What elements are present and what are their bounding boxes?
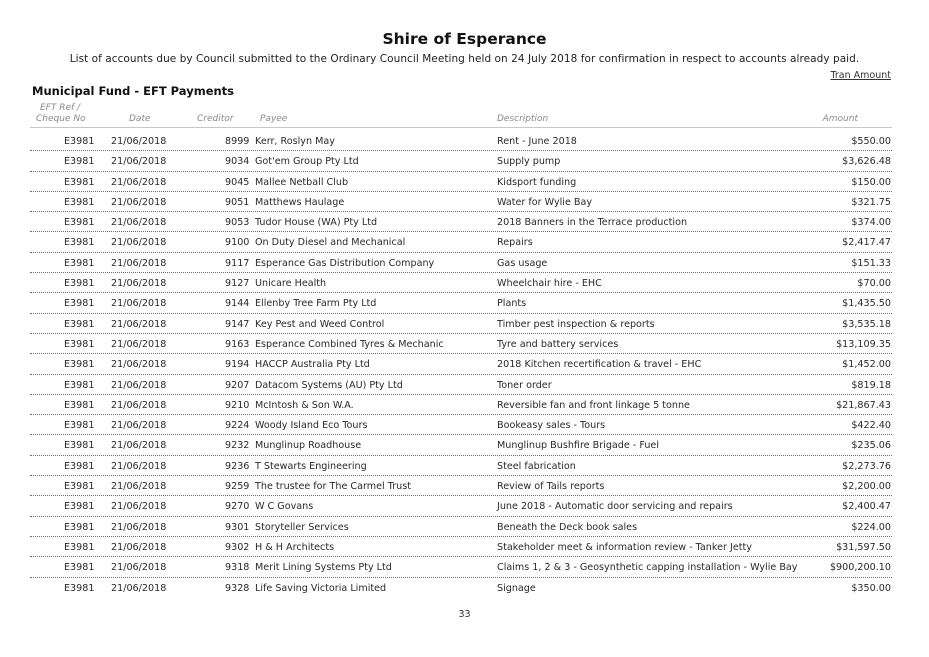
row-description: Kidsport funding [497,176,577,188]
row-creditor: 9224 [225,420,250,432]
row-creditor: 9210 [225,399,250,411]
row-date: 21/06/2018 [111,481,167,493]
row-description: Reversible fan and front linkage 5 tonne [497,399,690,411]
page-subtitle: List of accounts due by Council submitted to the Ordinary Council Meeting held on 24 July 2018 for confirmation in respect to accounts already paid. [69,53,860,65]
row-amount: $1,435.50 [842,298,891,310]
row-eft-ref: E3981 [64,440,95,452]
row-payee: H & H Architects [255,541,335,553]
table-row [30,415,892,435]
row-eft-ref: E3981 [64,156,95,168]
row-payee: Munglinup Roadhouse [255,440,362,452]
table-row [30,537,892,557]
row-description: Wheelchair hire - EHC [497,278,602,290]
row-description: Gas usage [497,257,548,269]
table-row [30,354,892,374]
row-description: Claims 1, 2 & 3 - Geosynthetic capping installation - Wylie Bay [497,562,798,574]
row-date: 21/06/2018 [111,582,167,594]
row-payee: Esperance Combined Tyres & Mechanic [255,338,444,350]
row-creditor: 9270 [225,501,250,513]
row-date: 21/06/2018 [111,237,167,249]
row-creditor: 9301 [225,521,250,533]
row-description: Beneath the Deck book sales [497,521,638,533]
row-date: 21/06/2018 [111,399,167,411]
table-row [30,557,892,577]
column-header-date: Date [129,114,151,124]
row-creditor: 8999 [225,136,250,147]
row-amount: $2,200.00 [842,481,891,493]
row-date: 21/06/2018 [111,420,167,432]
column-header-eft-ref: EFT Ref / [40,103,81,113]
row-date: 21/06/2018 [111,217,167,229]
row-amount: $3,626.48 [842,156,891,168]
row-creditor: 9051 [225,196,250,208]
row-creditor: 9144 [225,298,250,310]
row-description: Water for Wylie Bay [497,196,593,208]
row-payee: Woody Island Eco Tours [255,420,368,432]
row-payee: Mallee Netball Club [255,176,349,188]
row-payee: Datacom Systems (AU) Pty Ltd [255,379,403,391]
row-amount: $31,597.50 [836,541,891,553]
row-payee: Matthews Haulage [255,196,345,208]
row-creditor: 9053 [225,217,250,229]
row-description: Timber pest inspection & reports [497,318,655,330]
row-eft-ref: E3981 [64,562,95,574]
column-header-creditor: Creditor [197,114,234,124]
row-description: Stakeholder meet & information review - Tanker Jetty [497,541,752,553]
row-date: 21/06/2018 [111,379,167,391]
table-row [30,456,892,476]
row-amount: $321.75 [851,196,891,208]
row-date: 21/06/2018 [111,440,167,452]
row-eft-ref: E3981 [64,196,95,208]
table-row [30,578,892,598]
row-payee: W C Govans [255,501,314,513]
row-creditor: 9034 [225,156,250,168]
row-eft-ref: E3981 [64,318,95,330]
row-date: 21/06/2018 [111,318,167,330]
row-creditor: 9147 [225,318,250,330]
row-description: Toner order [497,379,552,391]
column-header-payee: Payee [260,114,288,124]
row-description: 2018 Banners in the Terrace production [497,217,688,229]
row-creditor: 9194 [225,359,250,371]
row-creditor: 9045 [225,176,250,188]
row-date: 21/06/2018 [111,460,167,472]
table-row [30,131,892,151]
row-eft-ref: E3981 [64,278,95,290]
row-payee: On Duty Diesel and Mechanical [255,237,406,249]
table-row [30,435,892,455]
column-header-cheque-no: Cheque No [36,114,86,124]
row-description: Steel fabrication [497,460,576,472]
table-row [30,232,892,252]
row-creditor: 9302 [225,541,250,553]
row-description: Rent - June 2018 [497,136,577,147]
row-description: Bookeasy sales - Tours [497,420,606,432]
page-title: Shire of Esperance [382,30,547,48]
row-eft-ref: E3981 [64,460,95,472]
row-eft-ref: E3981 [64,501,95,513]
row-payee: Key Pest and Weed Control [255,318,385,330]
row-date: 21/06/2018 [111,562,167,574]
row-creditor: 9232 [225,440,250,452]
row-payee: McIntosh & Son W.A. [255,399,354,411]
row-amount: $819.18 [851,379,891,391]
row-amount: $224.00 [851,521,891,533]
row-description: Review of Tails reports [497,481,605,493]
row-creditor: 9100 [225,237,250,249]
row-description: Repairs [497,237,533,249]
table-row [30,172,892,192]
row-payee: Storyteller Services [255,521,349,533]
row-payee: Kerr, Roslyn May [255,136,335,147]
row-date: 21/06/2018 [111,196,167,208]
row-eft-ref: E3981 [64,379,95,391]
row-creditor: 9117 [225,257,250,269]
row-payee: The trustee for The Carmel Trust [255,481,411,493]
row-amount: $2,400.47 [842,501,891,513]
row-amount: $13,109.35 [836,338,891,350]
row-payee: Tudor House (WA) Pty Ltd [255,217,378,229]
fund-heading: Municipal Fund - EFT Payments [32,84,235,98]
row-payee: Unicare Health [255,278,327,290]
row-amount: $550.00 [851,136,891,147]
row-amount: $1,452.00 [842,359,891,371]
row-description: Munglinup Bushfire Brigade - Fuel [497,440,659,452]
payments-table [30,131,892,598]
row-date: 21/06/2018 [111,136,167,147]
row-date: 21/06/2018 [111,298,167,310]
row-date: 21/06/2018 [111,156,167,168]
row-date: 21/06/2018 [111,257,167,269]
row-date: 21/06/2018 [111,521,167,533]
row-date: 21/06/2018 [111,359,167,371]
row-payee: Esperance Gas Distribution Company [255,257,435,269]
row-payee: Got'em Group Pty Ltd [255,156,359,168]
row-amount: $3,535.18 [842,318,891,330]
row-creditor: 9259 [225,481,250,493]
row-eft-ref: E3981 [64,237,95,249]
row-eft-ref: E3981 [64,257,95,269]
table-row [30,476,892,496]
row-date: 21/06/2018 [111,338,167,350]
row-creditor: 9163 [225,338,250,350]
row-amount: $151.33 [851,257,891,269]
table-row [30,314,892,334]
table-row [30,334,892,354]
row-description: 2018 Kitchen recertification & travel - EHC [497,359,702,371]
row-eft-ref: E3981 [64,521,95,533]
row-payee: HACCP Australia Pty Ltd [255,359,370,371]
table-row [30,273,892,293]
row-amount: $150.00 [851,176,891,188]
table-row [30,395,892,415]
table-row [30,517,892,537]
row-eft-ref: E3981 [64,359,95,371]
row-amount: $900,200.10 [829,562,891,574]
row-eft-ref: E3981 [64,217,95,229]
row-description: Signage [497,582,536,594]
row-amount: $374.00 [851,217,891,229]
row-creditor: 9318 [225,562,250,574]
row-description: June 2018 - Automatic door servicing and repairs [497,501,733,513]
row-description: Supply pump [497,156,561,168]
column-header-description: Description [497,114,549,124]
row-eft-ref: E3981 [64,582,95,594]
row-amount: $235.06 [851,440,891,452]
row-amount: $2,417.47 [842,237,891,249]
row-description: Plants [497,298,527,310]
row-date: 21/06/2018 [111,501,167,513]
row-amount: $350.00 [851,582,891,594]
row-eft-ref: E3981 [64,298,95,310]
row-date: 21/06/2018 [111,176,167,188]
table-row [30,375,892,395]
row-eft-ref: E3981 [64,136,95,147]
column-header-amount: Amount [822,114,858,124]
table-row [30,496,892,516]
row-eft-ref: E3981 [64,541,95,553]
row-eft-ref: E3981 [64,481,95,493]
table-row [30,151,892,171]
header-divider [30,127,892,128]
row-amount: $2,273.76 [842,460,891,472]
row-creditor: 9207 [225,379,250,391]
row-payee: Ellenby Tree Farm Pty Ltd [255,298,377,310]
row-amount: $70.00 [857,278,891,290]
row-payee: T Stewarts Engineering [255,460,367,472]
row-eft-ref: E3981 [64,420,95,432]
table-row [30,212,892,232]
table-row [30,293,892,313]
row-creditor: 9127 [225,278,250,290]
row-creditor: 9236 [225,460,250,472]
row-date: 21/06/2018 [111,541,167,553]
row-date: 21/06/2018 [111,278,167,290]
row-amount: $422.40 [851,420,891,432]
row-eft-ref: E3981 [64,399,95,411]
row-creditor: 9328 [225,582,250,594]
row-description: Tyre and battery services [497,338,619,350]
row-eft-ref: E3981 [64,176,95,188]
row-payee: Life Saving Victoria Limited [255,582,387,594]
row-amount: $21,867.43 [836,399,891,411]
page-number: 33 [458,609,471,620]
row-eft-ref: E3981 [64,338,95,350]
row-payee: Merit Lining Systems Pty Ltd [255,562,392,574]
table-row [30,253,892,273]
tran-amount-label: Tran Amount [830,70,891,81]
table-row [30,192,892,212]
